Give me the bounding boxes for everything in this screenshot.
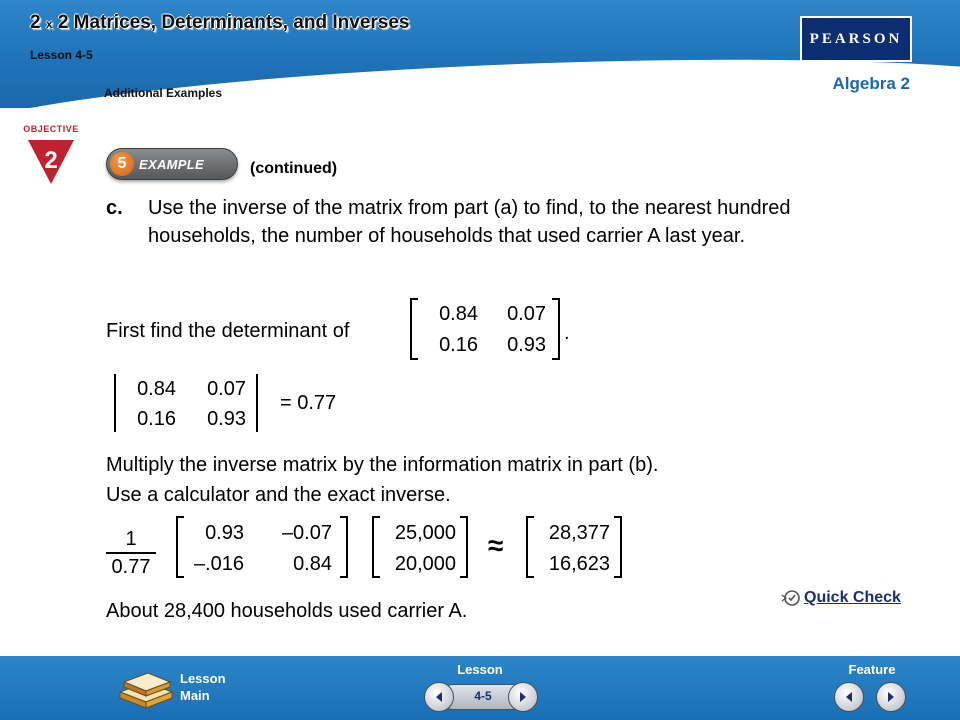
chevron-left-icon (843, 691, 855, 703)
lesson-code: 4-5 (474, 689, 492, 703)
approximately-symbol: ≈ (488, 530, 504, 561)
matrix-right-bracket (460, 516, 468, 578)
quick-check-label[interactable]: Quick Check (804, 589, 901, 606)
matrix-cell: –.016 (193, 553, 244, 575)
lesson-main-line1: Lesson (180, 671, 226, 686)
example-number: 5 (110, 152, 134, 176)
chevron-right-icon (517, 691, 529, 703)
matrix-left-bracket (176, 516, 184, 578)
example-label: EXAMPLE (139, 157, 204, 172)
matrix-right-bracket (614, 516, 622, 578)
matrix-cell: 20,000 (394, 553, 456, 575)
fraction-bar (106, 552, 156, 554)
determinant-result: = 0.77 (280, 392, 337, 414)
scalar-fraction (106, 528, 156, 580)
instruction-line: Use a calculator and the exact inverse. (106, 484, 451, 506)
matrix-cell: 0.16 (137, 408, 176, 430)
fraction-numerator: 1 (125, 528, 137, 550)
matrix-cell: 0.93 (205, 522, 244, 544)
chevron-left-icon (433, 691, 445, 703)
quick-check-icon (780, 587, 802, 609)
matrix-cell: 0.84 (293, 553, 332, 575)
determinant-right-bar (256, 374, 258, 432)
footer-bar (0, 656, 960, 720)
determinant (114, 374, 264, 432)
objective-label: OBJECTIVE (23, 124, 79, 134)
feature-prev-button[interactable] (834, 682, 864, 712)
matrix-left-bracket (410, 298, 418, 360)
lesson-nav-label: Lesson (457, 662, 503, 677)
problem-text: Use the inverse of the matrix from part (a) to find, to the nearest hundred households, the number of households that used carrier A last year. (148, 197, 791, 247)
chevron-right-icon (885, 691, 897, 703)
lesson-number: Lesson 4-5 (30, 48, 93, 62)
fraction-denominator: 0.77 (111, 556, 151, 578)
matrix-cell: 0.93 (207, 408, 246, 430)
matrix-cell: 0.07 (507, 303, 546, 325)
quick-check-link[interactable] (780, 586, 901, 610)
sentence-period: . (564, 322, 570, 344)
svg-text:2: 2 (44, 147, 58, 174)
matrix-cell: 16,623 (548, 553, 610, 575)
determinant-left-bar (114, 374, 116, 432)
matrix-right-bracket (340, 516, 348, 578)
coefficient-matrix (410, 298, 560, 360)
objective-triangle-icon (26, 136, 76, 186)
publisher-logo: PEARSON (800, 16, 912, 62)
course-name: Algebra 2 (832, 74, 910, 93)
conclusion-text: About 28,400 households used carrier A. (106, 600, 468, 622)
lesson-main-line2: Main (180, 688, 210, 703)
objective-badge (14, 124, 88, 188)
lesson-main-link[interactable] (180, 670, 226, 704)
inverse-matrix (176, 516, 348, 578)
lesson-prev-button[interactable] (424, 682, 454, 712)
part-letter: c. (106, 197, 123, 219)
matrix-cell: 25,000 (394, 522, 456, 544)
result-matrix (526, 516, 622, 578)
matrix-left-bracket (526, 516, 534, 578)
matrix-cell: 0.84 (137, 378, 176, 400)
matrix-cell: 0.93 (507, 334, 546, 356)
matrix-cell: 0.84 (439, 303, 478, 325)
feature-nav-label: Feature (848, 662, 896, 677)
feature-next-button[interactable] (876, 682, 906, 712)
example-badge (106, 148, 238, 180)
matrix-cell: –0.07 (281, 522, 332, 544)
lesson-next-button[interactable] (508, 682, 538, 712)
matrix-cell: 0.07 (207, 378, 246, 400)
instruction-line: Multiply the inverse matrix by the information matrix in part (b). (106, 454, 659, 476)
matrix-right-bracket (552, 298, 560, 360)
section-label: Additional Examples (104, 86, 223, 100)
information-matrix (372, 516, 468, 578)
matrix-left-bracket (372, 516, 380, 578)
continued-label: (continued) (250, 160, 338, 177)
lesson-title: 2 x 2 Matrices, Determinants, and Inverses (30, 12, 410, 33)
books-icon[interactable] (116, 662, 176, 710)
find-determinant-text: First find the determinant of (106, 320, 350, 342)
matrix-cell: 0.16 (439, 334, 478, 356)
matrix-cell: 28,377 (548, 522, 610, 544)
